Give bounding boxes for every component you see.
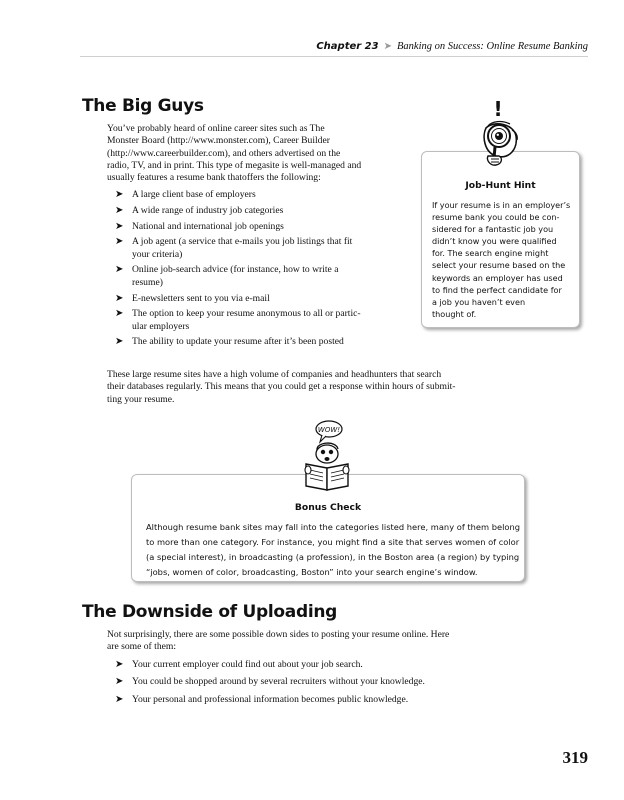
text-line: You’ve probably heard of online career sites such as The	[107, 123, 325, 134]
job-hunt-hint-title: Job-Hunt Hint	[465, 180, 536, 191]
exclamation-mark: !	[493, 97, 503, 121]
arrow-bullet-icon: ➤	[115, 308, 124, 320]
intro-paragraph	[107, 123, 417, 184]
list-item: ➤ You could be shopped around by several recruiters without your knowledge.	[115, 676, 425, 688]
text-line: ting your resume.	[107, 393, 175, 405]
text-line: Not surprisingly, there are some possible down sides to posting your resume online. Here	[107, 629, 450, 640]
reading-character-icon	[300, 418, 356, 494]
arrow-bullet-icon: ➤	[115, 336, 124, 348]
arrow-bullet-icon: ➤	[115, 292, 124, 304]
arrow-bullet-icon: ➤	[115, 204, 124, 216]
arrow-bullet-icon: ➤	[115, 220, 124, 232]
text-line: their databases regularly. This means that you could get a response within hours of submit-	[107, 381, 456, 393]
arrow-separator-icon: ➤	[383, 41, 392, 52]
features-list	[115, 189, 415, 352]
arrow-bullet-icon: ➤	[115, 676, 124, 688]
list-item: ➤ A large client base of employers	[115, 189, 256, 200]
chapter-label: Chapter 23	[316, 41, 379, 52]
chapter-title: Banking on Success: Online Resume Banking	[397, 41, 588, 52]
wow-bubble-text: WOW!	[317, 426, 341, 434]
text-line: These large resume sites have a high volume of companies and headhunters that search	[107, 369, 442, 380]
downside-intro	[107, 629, 547, 654]
section-heading-downside: The Downside of Uploading	[82, 602, 338, 622]
running-header	[80, 36, 588, 52]
text-line: radio, TV, and in print. This type of megasite is well-managed and	[107, 159, 362, 171]
page-number: 319	[562, 748, 588, 767]
list-item: ➤ The ability to update your resume after it’s been posted	[115, 336, 344, 348]
job-hunt-hint-text: If your resume is in an employer’s resume bank you could be con- sidered for a fantastic job you didn’t know you were qualified for. The search engine might select your resume based on the keywords an employer has used to find the perfect candidate for a job you haven’t even thought of.	[432, 200, 571, 319]
arrow-bullet-icon: ➤	[115, 264, 124, 276]
downside-list	[115, 659, 535, 709]
list-item: ➤ A wide range of industry job categories	[115, 204, 284, 216]
header-divider	[80, 56, 588, 57]
arrow-bullet-icon: ➤	[115, 236, 124, 248]
arrow-bullet-icon: ➤	[115, 693, 124, 705]
arrow-bullet-icon: ➤	[115, 189, 124, 200]
text-line: are some of them:	[107, 641, 176, 653]
list-item: ➤ The option to keep your resume anonymous to all or partic- ular employers	[115, 308, 361, 332]
list-item: ➤ Your current employer could find out about your job search.	[115, 659, 363, 670]
magnifier-character-icon	[472, 96, 528, 176]
list-item: ➤ A job agent (a service that e-mails you job listings that fit your criteria)	[115, 236, 353, 260]
arrow-bullet-icon: ➤	[115, 659, 124, 670]
body-paragraph	[107, 369, 547, 406]
list-item: ➤ National and international job openings	[115, 220, 284, 232]
job-hunt-hint-box	[421, 151, 580, 328]
bonus-check-title: Bonus Check	[294, 502, 362, 513]
list-item: ➤ E-newsletters sent to you via e-mail	[115, 292, 270, 304]
text-line: (http://www.careerbuilder.com), and others advertised on the	[107, 147, 341, 159]
list-item: ➤ Your personal and professional information becomes public knowledge.	[115, 693, 409, 705]
list-item: ➤ Online job-search advice (for instance, how to write a resume)	[115, 264, 339, 288]
section-heading-big-guys: The Big Guys	[82, 96, 204, 116]
bonus-check-text: Although resume bank sites may fall into the categories listed here, many of them belong to more than one category. For instance, you might find a site that serves women of color (a special interest), in broadcasting (a profession), in the Boston area (a region) by typing “jobs, women of color, broadcasting, Boston” into your search engine’s window.	[146, 522, 520, 577]
text-line: Monster Board (http://www.monster.com), Career Builder	[107, 135, 330, 147]
text-line: usually features a resume bank thatoffers the following:	[107, 172, 321, 184]
